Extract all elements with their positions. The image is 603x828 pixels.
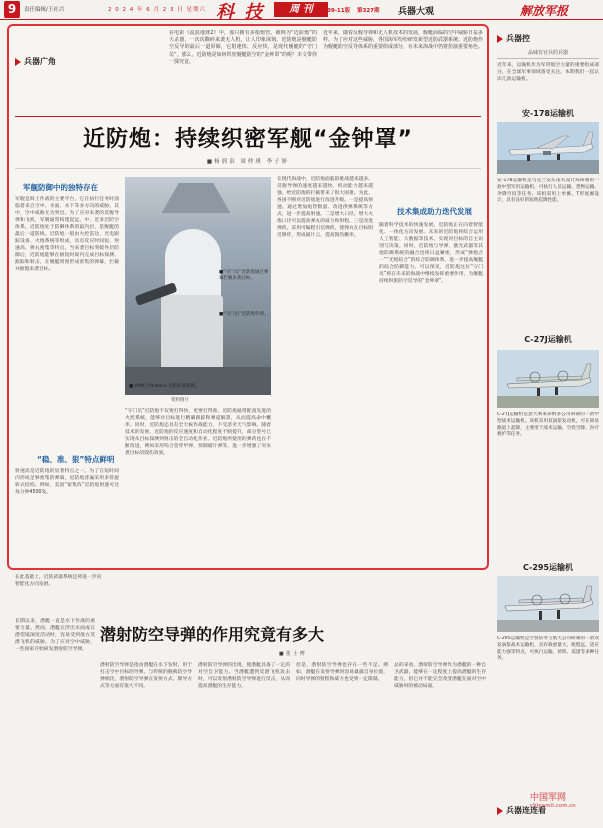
newspaper-logo: 解放军报 bbox=[520, 4, 569, 18]
plane-caption-an178: 安-178运输机是乌克兰安东诺夫设计局研制的一款中型军用运输机，可执行人员运输、货物运输、伞降空投等任务。该机采用上单翼、T形尾翼设计，具有良好的短距起降性能。 bbox=[497, 178, 599, 204]
ciws-mount bbox=[161, 295, 223, 373]
sidebar-intro: 近年来，运输机作为军用航空力量的重要组成部分，在全球军事领域备受关注。本期我们一起认识几款运输机。 bbox=[497, 63, 599, 82]
intro-left: 在电影《流浪地球2》中，那只拥有多根炮管、被称为“近防炮”的大杀器，一次次撕碎来袭无人机，让人印象深刻。近防炮是舰艇防空反导的最后一道屏障，它射速快、反应快，是现代舰艇的“守门员”。那么，近防炮是如何织密舰艇防空的“金钟罩”的呢？本文带你一探究竟。 bbox=[169, 30, 317, 65]
byline: ■杨润泉 周仲琪 李子妍 bbox=[206, 159, 290, 165]
ciws-photo bbox=[125, 177, 271, 395]
triangle-marker-icon bbox=[15, 58, 21, 66]
connect-label bbox=[497, 805, 546, 816]
sidebar-subtitle: 品味有官兵的兵器 bbox=[527, 50, 568, 56]
issue-number: 第327期 bbox=[357, 8, 380, 14]
section1-title: 军舰防御中的独特存在 bbox=[23, 183, 98, 192]
section1-body: 军舰是海上作战的主要平台，它在执行任务时面临着来自空中、水面、水下等多方向的威胁。其中，空中威胁尤为突出。为了应对来袭的反舰导弹和飞机，军舰通常构建起远、中、近多层防空体系。近防炮处于防御体系的最内层，是舰艇的最后一道防线。近防炮一般由火控雷达、光电跟踪设备、火炮系统等组成，具有反应时间短、射速高、弹丸密集等特点。当来袭目标突破外层防御后，近防炮能够在极短时间内完成目标探测、跟踪和射击，在舰艇周围形成密集的弹幕，拦截并摧毁来袭目标。 bbox=[15, 197, 119, 272]
intro-right: 近年来，随着反舰导弹和无人机技术的发展，舰艇面临的空中威胁日益多样。为了应对这些威胁，各国海军纷纷研发新型近防武器系统。近防炮作为舰艇防空反导体系的重要组成部分，在未来海战中仍将扮演重要角色。 bbox=[323, 30, 483, 51]
column-label bbox=[15, 56, 56, 67]
lower-col-3: 潜射防空导弹的出现，使潜艇具备了一定的对空自卫能力。当潜艇遭到反潜飞机攻击时，可以发射潜射防空导弹进行反击，从而提高潜艇的生存能力。 bbox=[198, 663, 290, 689]
photo-caption-1: ■“守门员”近防炮通过弹幕拦截来袭目标。 bbox=[219, 270, 269, 281]
watermark-url: chinamil.com.cn bbox=[530, 803, 576, 809]
photo-caption-3: ■ RAM / Phalanx 近防武器系统。 bbox=[129, 384, 200, 389]
c27j-aircraft-icon bbox=[497, 350, 599, 408]
lower-headline: 潜射防空导弹的作用究竟有多大 bbox=[100, 625, 325, 644]
triangle-marker-icon bbox=[497, 35, 503, 43]
headline-rule-bottom bbox=[15, 168, 481, 169]
triangle-marker-icon bbox=[497, 807, 503, 815]
issue-pages: 09-11版 bbox=[327, 8, 351, 14]
editor-line: 责任编辑/王社兴 bbox=[24, 7, 65, 13]
masthead bbox=[0, 0, 603, 23]
plane-caption-c27j: C-27J运输机是意大利莱昂纳多公司研制的一款中型战术运输机。该机采用双涡桨发动机，可在简易跑道上起降，主要用于战术运输、空投空降、医疗救护等任务。 bbox=[497, 412, 599, 438]
section3-title: 技术集成助力迭代发展 bbox=[397, 207, 472, 216]
section2-body: 射速高是近防炮的显著特点之一。为了在短时间内形成足够密集的弹幕，近防炮普遍采用多管旋转式结构。例如，美国“密集阵”近防炮射速可达每分钟4500发。 bbox=[15, 469, 119, 495]
c295-aircraft-icon bbox=[497, 576, 599, 632]
watermark-site: 中国军网 bbox=[530, 793, 567, 803]
section2-title: “稳、准、狠”特点鲜明 bbox=[37, 455, 115, 464]
main-article-frame bbox=[7, 24, 489, 570]
col3-body: 在现代海战中，近防炮面临的挑战越来越多。反舰导弹的速度越来越快，机动能力越来越强，给近防炮的拦截带来了很大困难。为此，各国不断对近防炮进行改进升级。一是提高射速。通过增加炮管数量、改进供弹系统等方式，进一步提高射速。二是增大口径。增大火炮口径可以提高弹丸的威力和射程。三是改进弹药。采用可编程引信弹药，使弹丸在目标附近爆炸，形成破片云，提高毁伤概率。 bbox=[277, 177, 373, 238]
lower-col-1: 长期以来，潜艇一直是水下作战的重要力量。然而，潜艇在浮出水面或在潜望镜深度活动时，容易受到敌方反潜飞机的威胁。为了应对空中威胁，一些国家开始研发潜射防空导弹。 bbox=[15, 619, 95, 652]
plane-caption-c295: C-295运输机是空客防务与航天公司研制的一款双发涡桨战术运输机，具有载重量大、航程远、适应能力强等特点，可执行运输、侦察、巡逻等多种任务。 bbox=[497, 636, 599, 662]
plane-title-an178: 安-178运输机 bbox=[521, 109, 575, 118]
headline: 近防炮：持续织密军舰“金钟罩” bbox=[83, 127, 413, 152]
section3-body: 随着科学技术的快速发展，近防炮正在向着智能化、一体化方向发展。未来的近防炮将综合运用人工智能、大数据等技术，实现对目标的自主识别与决策。同时，近防炮与导弹、激光武器等其他防御系统的融合也将日益紧密，形成“弹炮合一”“光炮结合”的综合防御体系，进一步提高舰艇的综合防御能力。可以预见，近防炮这位“守门员”将在未来的海战中继续发挥重要作用，为舰艇持续织密防空反导的“金钟罩”。 bbox=[379, 223, 483, 284]
headline-rule-top bbox=[15, 116, 481, 117]
page-number-badge: 9 bbox=[4, 1, 20, 18]
lower-prev-text: 在此基础上，近防武器系统还将进一步向智能化方向发展。 bbox=[15, 575, 102, 587]
brand-keji: 科 技 bbox=[216, 2, 265, 23]
lower-byline: ■张士博 bbox=[279, 651, 307, 657]
sidebar-rule bbox=[497, 58, 599, 59]
col2-body: “守门员”近防炮不仅要打得快，更要打得准。近防炮通常配备先进的火控系统，能够对目标进行精确跟踪和弹道解算，从而提高命中概率。同时，近防炮还具有全天候作战能力，不受恶劣天气影响。随着技术的发展，近防炮的反应速度和自动化程度不断提升，部分型号已实现从目标探测到射击的全自动化作业。近防炮所使用的弹药也在不断改进，例如采用钨合金穿甲弹、预制破片弹等，进一步增强了对来袭目标的毁伤效果。 bbox=[125, 409, 271, 456]
issue-date: 2 0 2 4 年 6 月 2 3 日 星期六 bbox=[108, 7, 206, 13]
plane-image-c295 bbox=[497, 576, 599, 632]
column-label-text: 兵器广角 bbox=[24, 57, 56, 66]
lower-col-5: 总的来看，潜射防空导弹作为潜艇的一种自卫武器，能够在一定程度上提高潜艇的生存能力，但它并不能完全改变潜艇在面对空中威胁时的被动局面。 bbox=[394, 663, 486, 689]
photo-caption-2: ■“守门员”近防炮外观。 bbox=[219, 312, 269, 317]
plane-image-c27j bbox=[497, 350, 599, 408]
brand-zhoukan: 周 刊 bbox=[274, 2, 328, 17]
sidebar-title-text: 兵器控 bbox=[506, 34, 530, 43]
lower-col-4: 但是，潜射防空导弹也存在一些不足。例如，潜艇在发射导弹时容易暴露自身位置，同时导弹的射程和威力也受到一定限制。 bbox=[296, 663, 388, 682]
plane-image-an178 bbox=[497, 122, 599, 174]
an178-aircraft-icon bbox=[497, 122, 599, 174]
plane-title-c27j: C-27J运输机 bbox=[524, 335, 572, 344]
lower-col-2: 潜射防空导弹是指由潜艇在水下发射，用于打击空中目标的导弹。与传统的舰载防空导弹相比，潜射防空导弹在发射方式、制导方式等方面有很大不同。 bbox=[100, 663, 192, 689]
sidebar-title bbox=[497, 33, 530, 44]
plane-title-c295: C-295运输机 bbox=[522, 563, 574, 572]
connect-label-text: 兵器连连看 bbox=[506, 806, 546, 815]
ship-deck bbox=[125, 367, 271, 395]
photo-credit: 资料图片 bbox=[171, 398, 189, 403]
section-name: 兵器大观 bbox=[398, 7, 435, 17]
